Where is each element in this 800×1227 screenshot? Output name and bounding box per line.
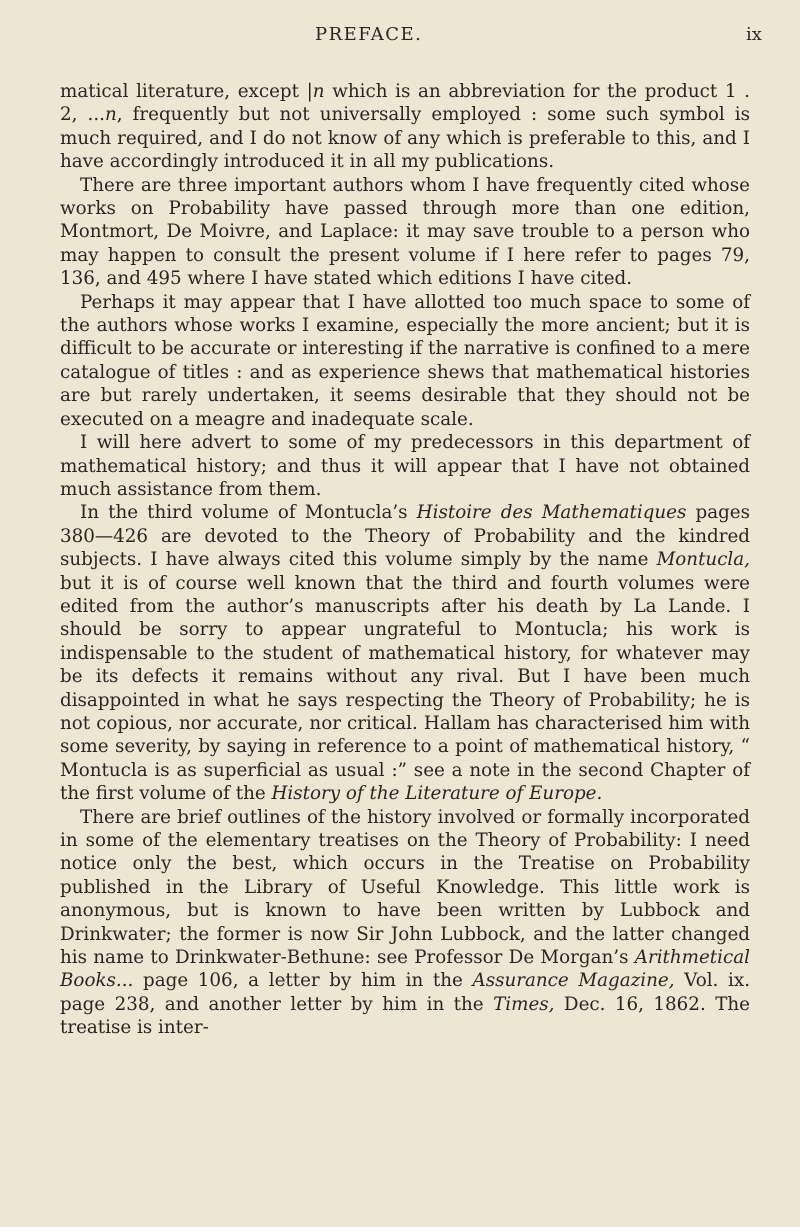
text-run: There are brief outlines of the history involved or formally incorporated in some of the elementary treatises on the Theory of Probability: I need notice only the best, which occurs in the Treatise on Probability published in the Library of Useful Knowledge. This little work is anonymous, but is known to have been written by Lubbock and Drinkwater; the former is now Sir John Lubbock, and the latter changed his name to Drinkwater-Bethune: see Professor De Morgan’s [60,806,750,969]
italic-text: Montucla, [656,549,750,571]
text-run: matical literature, except [60,81,307,102]
italic-text: n [104,104,117,126]
paragraph-p2 [60,174,750,291]
running-head [0,24,800,54]
italic-text: Times, [493,993,555,1015]
paragraph-p6 [60,806,750,1040]
text-run: , frequently but not universally employed : some such symbol is much required, and I do not know of any which is preferable to this, and I have accordingly introduced it in all my publications. [60,104,751,173]
text-run: I will here advert to some of my predecessors in this department of mathematical history; and thus it will appear that I have not obtained much assistance from them. [60,432,750,500]
text-run: Vol. ix. page 238, and another letter by him in the [60,970,751,1015]
running-title: PREFACE. [315,24,423,45]
text-run: There are three important authors whom I have frequently cited whose works on Probability have passed through more than one edition, Montmort, De Moivre, and Laplace: it may save trouble to a person who may happen to consult the present volume if I here refer to pages 79, 136, and 495 where I have stated which editions I have cited. [60,174,750,290]
paragraph-p1 [60,80,750,174]
italic-text: Histoire des Mathematiques [416,502,687,524]
body-text [60,80,750,1040]
italic-text: |n [306,81,325,102]
paragraph-p5 [60,501,750,805]
text-run: pages 380—426 are devoted to the Theory of Probability and the kindred subjects. I have always cited this volume simply by the name [60,502,751,571]
italic-text: Arithmetical Books... [60,947,750,992]
text-run: page 106, a letter by him in the [133,970,473,992]
paragraph-p4 [60,431,750,501]
italic-text: Assurance Magazine, [472,970,675,992]
text-run: In the third volume of Montucla’s [80,502,417,524]
paragraph-p3 [60,291,750,431]
text-run: Perhaps it may appear that I have allotted too much space to some of the authors whose works I examine, especially the more ancient; but it is difficult to be accurate or interesting if the narrative is confined to a mere catalogue of titles : and as experience shews that mathematical histories are but rarely undertaken, it seems desirable that they should not be executed on a meagre and inadequate scale. [60,291,750,430]
text-run: Dec. 16, 1862. The treatise is inter- [60,993,750,1039]
page-number: ix [746,24,762,45]
text-run: which is an abbreviation for the product 1 . 2, ... [60,81,750,126]
italic-text: History of the Literature of Europe. [271,783,603,805]
text-run: but it is of course well known that the third and fourth volumes were edited from the author’s manuscripts after his death by La Lande. I should be sorry to appear ungrateful to Montucla; his work is indispensable to the student of mathematical history, for whatever may be its defects it remains without any rival. But I have been much disappointed in what he says respecting the Theory of Probability; he is not copious, nor accurate, nor critical. Hallam has characterised him with some severity, by saying in reference to a point of mathematical history, “ Montucla is as superficial as usual :” see a note in the second Chapter of the first volume of the [60,572,750,805]
